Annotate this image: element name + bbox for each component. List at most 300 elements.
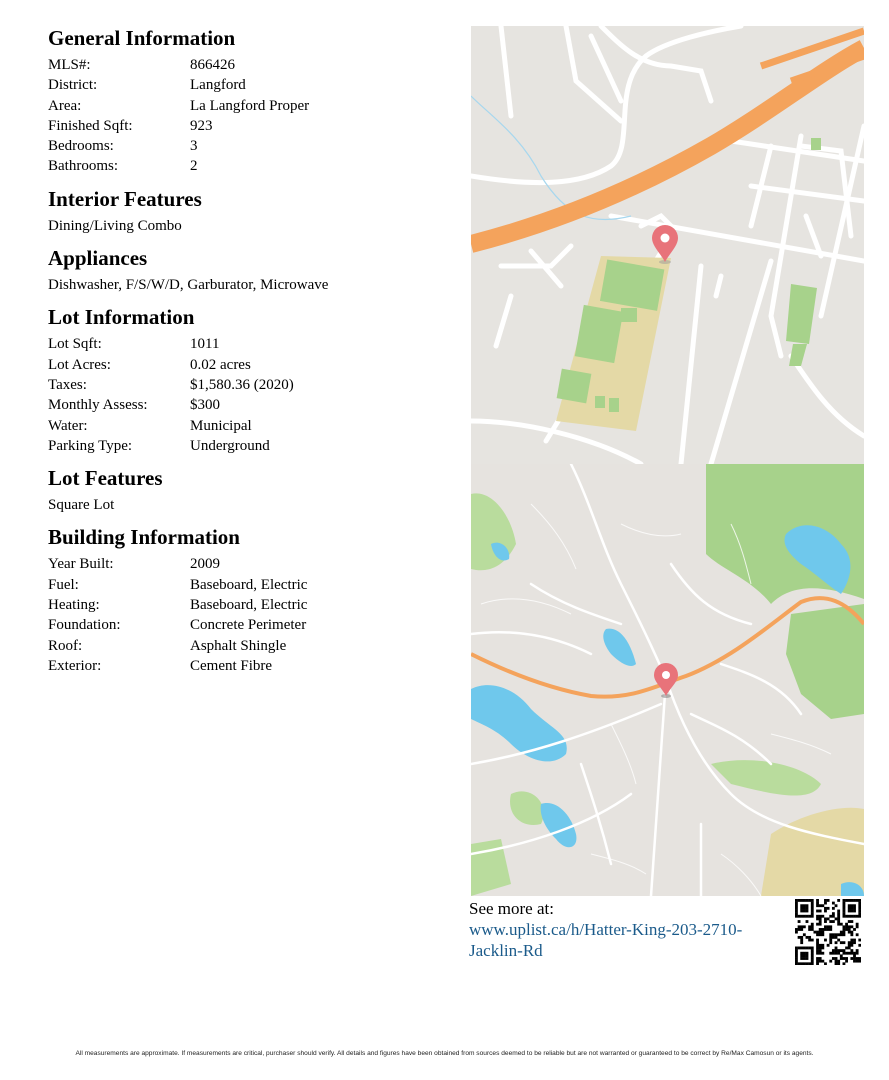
qr-module bbox=[840, 923, 843, 926]
qr-module bbox=[858, 904, 861, 907]
qr-module bbox=[819, 910, 822, 913]
qr-module bbox=[811, 962, 814, 965]
qr-module bbox=[795, 912, 798, 915]
qr-module bbox=[824, 917, 827, 920]
qr-module bbox=[837, 949, 840, 952]
qr-module bbox=[806, 904, 809, 907]
listing-url-line-2[interactable]: Jacklin-Rd bbox=[469, 941, 543, 960]
detail-row-mls bbox=[48, 55, 448, 75]
qr-module bbox=[800, 962, 803, 965]
qr-module bbox=[819, 933, 822, 936]
qr-module bbox=[850, 925, 853, 928]
qr-module bbox=[819, 904, 822, 907]
detail-row-finished-sqft bbox=[48, 116, 448, 136]
qr-module bbox=[853, 957, 856, 960]
qr-module bbox=[837, 952, 840, 955]
qr-module bbox=[808, 947, 811, 950]
detail-row-roof bbox=[48, 636, 448, 656]
qr-module bbox=[832, 933, 835, 936]
detail-value: 2009 bbox=[190, 556, 220, 573]
qr-module bbox=[832, 936, 835, 939]
qr-module bbox=[850, 899, 853, 902]
qr-module bbox=[843, 928, 846, 931]
qr-module bbox=[832, 912, 835, 915]
street-map bbox=[471, 26, 864, 464]
qr-module bbox=[840, 931, 843, 934]
detail-value: Underground bbox=[190, 437, 270, 454]
qr-module bbox=[845, 925, 848, 928]
qr-module bbox=[843, 915, 846, 918]
detail-value: Langford bbox=[190, 77, 246, 94]
qr-module bbox=[827, 907, 830, 910]
qr-module bbox=[816, 941, 819, 944]
qr-module bbox=[832, 920, 835, 923]
detail-label: Bedrooms: bbox=[48, 138, 114, 155]
qr-module bbox=[821, 931, 824, 934]
qr-module bbox=[829, 939, 832, 942]
qr-module bbox=[848, 931, 851, 934]
qr-module bbox=[858, 912, 861, 915]
detail-label: Bathrooms: bbox=[48, 158, 118, 175]
qr-module bbox=[811, 925, 814, 928]
qr-module bbox=[858, 944, 861, 947]
qr-module bbox=[816, 960, 819, 963]
qr-module bbox=[819, 947, 822, 950]
qr-module bbox=[829, 925, 832, 928]
qr-module bbox=[816, 949, 819, 952]
lot-features-section bbox=[48, 464, 448, 515]
detail-row-water bbox=[48, 416, 448, 436]
qr-module bbox=[829, 933, 832, 936]
property-details bbox=[48, 24, 448, 684]
qr-module bbox=[795, 931, 798, 934]
qr-module bbox=[798, 936, 801, 939]
qr-module bbox=[800, 904, 803, 907]
detail-label: Parking Type: bbox=[48, 437, 133, 454]
qr-module bbox=[824, 899, 827, 902]
qr-module bbox=[798, 947, 801, 950]
qr-module bbox=[835, 962, 838, 965]
qr-module bbox=[832, 902, 835, 905]
qr-module bbox=[835, 941, 838, 944]
qr-module bbox=[806, 907, 809, 910]
qr-module bbox=[832, 952, 835, 955]
qr-module bbox=[816, 915, 819, 918]
qr-module bbox=[858, 960, 861, 963]
qr-module bbox=[832, 957, 835, 960]
area-map bbox=[471, 464, 864, 896]
qr-module bbox=[795, 962, 798, 965]
detail-row-bedrooms bbox=[48, 136, 448, 156]
qr-module bbox=[811, 949, 814, 952]
qr-module bbox=[827, 944, 830, 947]
disclaimer-footer: All measurements are approximate. If measurements are critical, purchaser should verify. All details and figures have been obtained from sources deemed to be reliable but are not warranted or guaranteed to be correct by Re/Max Camosun or its agents. bbox=[75, 1050, 814, 1057]
qr-module bbox=[837, 962, 840, 965]
qr-module bbox=[850, 907, 853, 910]
qr-module bbox=[821, 904, 824, 907]
qr-module bbox=[858, 899, 861, 902]
qr-module bbox=[856, 915, 859, 918]
detail-value: Municipal bbox=[190, 417, 252, 434]
qr-module bbox=[848, 925, 851, 928]
qr-module bbox=[811, 902, 814, 905]
qr-module bbox=[843, 899, 846, 902]
qr-module bbox=[843, 952, 846, 955]
qr-module bbox=[835, 947, 838, 950]
qr-module bbox=[848, 904, 851, 907]
qr-module bbox=[843, 949, 846, 952]
qr-module bbox=[795, 952, 798, 955]
qr-module bbox=[829, 928, 832, 931]
qr-module bbox=[803, 947, 806, 950]
qr-module bbox=[827, 925, 830, 928]
detail-value: $300 bbox=[190, 397, 220, 414]
detail-value: 3 bbox=[190, 138, 198, 155]
qr-module bbox=[837, 917, 840, 920]
qr-module bbox=[827, 899, 830, 902]
qr-module bbox=[816, 902, 819, 905]
qr-module bbox=[824, 939, 827, 942]
qr-module bbox=[835, 952, 838, 955]
qr-module bbox=[824, 962, 827, 965]
qr-module bbox=[806, 915, 809, 918]
qr-module bbox=[845, 923, 848, 926]
qr-module bbox=[837, 933, 840, 936]
qr-module bbox=[850, 933, 853, 936]
listing-url-line-1[interactable]: www.uplist.ca/h/Hatter-King-203-2710- bbox=[469, 920, 743, 939]
qr-module bbox=[795, 915, 798, 918]
qr-module bbox=[845, 899, 848, 902]
qr-module bbox=[835, 949, 838, 952]
qr-module bbox=[806, 962, 809, 965]
qr-module bbox=[800, 910, 803, 913]
building-information-section bbox=[48, 523, 448, 676]
qr-module bbox=[858, 907, 861, 910]
building-information-title: Building Information bbox=[48, 525, 240, 550]
qr-module bbox=[848, 910, 851, 913]
qr-module bbox=[840, 957, 843, 960]
qr-module bbox=[816, 910, 819, 913]
qr-module bbox=[824, 920, 827, 923]
qr-module bbox=[829, 920, 832, 923]
qr-module bbox=[856, 960, 859, 963]
qr-module bbox=[819, 928, 822, 931]
lot-information-title: Lot Information bbox=[48, 305, 195, 330]
qr-module bbox=[840, 949, 843, 952]
see-more-block bbox=[469, 898, 779, 961]
detail-row-bathrooms bbox=[48, 156, 448, 176]
qr-module bbox=[848, 952, 851, 955]
qr-module bbox=[795, 928, 798, 931]
qr-module bbox=[856, 949, 859, 952]
qr-module bbox=[850, 920, 853, 923]
detail-label: Taxes: bbox=[48, 376, 87, 393]
qr-module bbox=[840, 954, 843, 957]
qr-module bbox=[803, 915, 806, 918]
qr-module bbox=[795, 960, 798, 963]
qr-module bbox=[811, 904, 814, 907]
detail-label: Fuel: bbox=[48, 576, 79, 593]
qr-module bbox=[853, 928, 856, 931]
detail-label: Area: bbox=[48, 97, 82, 114]
detail-label: Lot Sqft: bbox=[48, 336, 102, 353]
listing-url-link[interactable] bbox=[469, 919, 779, 961]
street-map-graphic bbox=[471, 26, 864, 464]
interior-features-text: Dining/Living Combo bbox=[48, 217, 182, 234]
qr-module bbox=[798, 928, 801, 931]
qr-module bbox=[850, 915, 853, 918]
qr-module bbox=[800, 925, 803, 928]
qr-module bbox=[808, 928, 811, 931]
qr-module bbox=[858, 915, 861, 918]
qr-module bbox=[832, 949, 835, 952]
qr-module bbox=[837, 920, 840, 923]
qr-module bbox=[829, 952, 832, 955]
qr-module bbox=[811, 923, 814, 926]
qr-module bbox=[824, 925, 827, 928]
qr-module bbox=[832, 915, 835, 918]
qr-module bbox=[798, 920, 801, 923]
qr-module bbox=[795, 907, 798, 910]
qr-module bbox=[827, 928, 830, 931]
qr-module bbox=[848, 920, 851, 923]
qr-module bbox=[816, 952, 819, 955]
qr-module bbox=[832, 907, 835, 910]
qr-module bbox=[821, 947, 824, 950]
qr-module bbox=[843, 931, 846, 934]
qr-module bbox=[819, 957, 822, 960]
qr-module bbox=[824, 910, 827, 913]
qr-module bbox=[850, 944, 853, 947]
qr-module bbox=[819, 915, 822, 918]
qr-module bbox=[827, 917, 830, 920]
qr-module bbox=[845, 957, 848, 960]
detail-row-parking-type bbox=[48, 436, 448, 456]
qr-module bbox=[835, 957, 838, 960]
qr-module bbox=[837, 939, 840, 942]
qr-module bbox=[835, 936, 838, 939]
qr-module bbox=[819, 952, 822, 955]
qr-module bbox=[858, 902, 861, 905]
qr-module bbox=[808, 939, 811, 942]
qr-module bbox=[848, 947, 851, 950]
detail-value: 923 bbox=[190, 117, 213, 134]
qr-module bbox=[803, 899, 806, 902]
qr-module bbox=[806, 957, 809, 960]
qr-module bbox=[800, 957, 803, 960]
detail-label: Roof: bbox=[48, 637, 83, 654]
qr-module bbox=[848, 907, 851, 910]
qr-module bbox=[856, 899, 859, 902]
detail-value: 866426 bbox=[190, 57, 235, 73]
qr-module bbox=[803, 925, 806, 928]
qr-module bbox=[843, 925, 846, 928]
qr-module bbox=[821, 933, 824, 936]
qr-module bbox=[850, 952, 853, 955]
qr-module bbox=[850, 957, 853, 960]
qr-module bbox=[835, 960, 838, 963]
detail-label: Lot Acres: bbox=[48, 356, 111, 373]
qr-module bbox=[837, 910, 840, 913]
qr-module bbox=[821, 915, 824, 918]
qr-module bbox=[856, 933, 859, 936]
qr-module bbox=[795, 902, 798, 905]
qr-module bbox=[853, 904, 856, 907]
qr-module bbox=[795, 954, 798, 957]
qr-module bbox=[806, 954, 809, 957]
detail-label: Exterior: bbox=[48, 657, 102, 674]
qr-module bbox=[811, 899, 814, 902]
qr-module bbox=[819, 944, 822, 947]
qr-module bbox=[816, 923, 819, 926]
detail-row-heating bbox=[48, 595, 448, 615]
qr-module bbox=[850, 939, 853, 942]
qr-module bbox=[837, 960, 840, 963]
qr-module bbox=[816, 917, 819, 920]
interior-features-section bbox=[48, 185, 448, 236]
qr-module bbox=[819, 931, 822, 934]
qr-module bbox=[850, 910, 853, 913]
lot-information-section bbox=[48, 303, 448, 456]
qr-module bbox=[808, 936, 811, 939]
detail-label: Monthly Assess: bbox=[48, 397, 148, 414]
detail-row-area bbox=[48, 96, 448, 116]
qr-module bbox=[816, 944, 819, 947]
qr-module bbox=[811, 947, 814, 950]
qr-module bbox=[813, 931, 816, 934]
qr-module bbox=[853, 899, 856, 902]
qr-module bbox=[808, 925, 811, 928]
qr-module bbox=[816, 904, 819, 907]
qr-module bbox=[848, 928, 851, 931]
qr-module bbox=[800, 939, 803, 942]
qr-module bbox=[800, 915, 803, 918]
qr-module bbox=[816, 931, 819, 934]
qr-module bbox=[829, 960, 832, 963]
qr-code-icon bbox=[795, 899, 861, 965]
detail-value: La Langford Proper bbox=[190, 97, 310, 114]
qr-module bbox=[853, 915, 856, 918]
detail-label: MLS#: bbox=[48, 57, 91, 73]
qr-module bbox=[853, 939, 856, 942]
qr-module bbox=[845, 928, 848, 931]
qr-module bbox=[803, 954, 806, 957]
appliances-title: Appliances bbox=[48, 246, 148, 271]
qr-module bbox=[843, 912, 846, 915]
detail-row-exterior bbox=[48, 656, 448, 676]
qr-module bbox=[835, 917, 838, 920]
detail-value: 0.02 acres bbox=[190, 356, 251, 373]
qr-module bbox=[808, 962, 811, 965]
qr-module bbox=[850, 941, 853, 944]
qr-module bbox=[816, 962, 819, 965]
detail-row-monthly-assess bbox=[48, 395, 448, 415]
qr-module bbox=[811, 957, 814, 960]
qr-module bbox=[845, 960, 848, 963]
qr-module bbox=[806, 910, 809, 913]
qr-module bbox=[835, 904, 838, 907]
qr-module bbox=[821, 928, 824, 931]
detail-value: Asphalt Shingle bbox=[190, 637, 287, 654]
qr-module bbox=[850, 904, 853, 907]
qr-module bbox=[795, 904, 798, 907]
qr-module bbox=[843, 957, 846, 960]
qr-module bbox=[803, 907, 806, 910]
qr-module bbox=[800, 941, 803, 944]
appliances-section bbox=[48, 244, 448, 295]
qr-module bbox=[811, 954, 814, 957]
detail-row-taxes bbox=[48, 375, 448, 395]
detail-value: Baseboard, Electric bbox=[190, 597, 308, 614]
qr-module bbox=[806, 952, 809, 955]
qr-module bbox=[808, 915, 811, 918]
qr-module bbox=[835, 933, 838, 936]
qr-module bbox=[837, 915, 840, 918]
qr-module bbox=[821, 960, 824, 963]
qr-module bbox=[840, 933, 843, 936]
qr-module bbox=[795, 899, 798, 902]
qr-module bbox=[848, 941, 851, 944]
detail-value: $1,580.36 (2020) bbox=[190, 376, 294, 393]
qr-module bbox=[816, 947, 819, 950]
detail-value: 1011 bbox=[190, 336, 220, 353]
qr-module bbox=[845, 952, 848, 955]
qr-module bbox=[798, 915, 801, 918]
qr-module bbox=[837, 899, 840, 902]
qr-module bbox=[816, 933, 819, 936]
area-map-graphic bbox=[471, 464, 864, 896]
qr-module bbox=[798, 899, 801, 902]
qr-module bbox=[829, 915, 832, 918]
detail-label: District: bbox=[48, 77, 98, 94]
qr-module bbox=[811, 912, 814, 915]
qr-module bbox=[821, 944, 824, 947]
qr-module bbox=[811, 907, 814, 910]
qr-module bbox=[811, 939, 814, 942]
qr-module bbox=[848, 899, 851, 902]
qr-module bbox=[798, 925, 801, 928]
qr-module bbox=[829, 936, 832, 939]
see-more-label: See more at: bbox=[469, 899, 554, 918]
qr-module bbox=[795, 957, 798, 960]
qr-module bbox=[803, 933, 806, 936]
qr-module bbox=[806, 920, 809, 923]
qr-module bbox=[803, 904, 806, 907]
general-information-section bbox=[48, 24, 448, 177]
qr-module bbox=[856, 923, 859, 926]
qr-module bbox=[803, 910, 806, 913]
detail-row-lot-sqft bbox=[48, 334, 448, 354]
qr-module bbox=[803, 952, 806, 955]
qr-module bbox=[800, 907, 803, 910]
qr-module bbox=[824, 928, 827, 931]
detail-value: Baseboard, Electric bbox=[190, 576, 308, 593]
detail-row-district bbox=[48, 75, 448, 95]
qr-module bbox=[848, 944, 851, 947]
qr-module bbox=[843, 904, 846, 907]
qr-module bbox=[837, 923, 840, 926]
qr-module bbox=[806, 936, 809, 939]
qr-module bbox=[843, 902, 846, 905]
qr-module bbox=[800, 899, 803, 902]
qr-module bbox=[806, 947, 809, 950]
qr-module bbox=[858, 939, 861, 942]
qr-module bbox=[806, 899, 809, 902]
qr-module bbox=[816, 939, 819, 942]
qr-module bbox=[824, 907, 827, 910]
general-information-title: General Information bbox=[48, 26, 236, 50]
qr-module bbox=[808, 899, 811, 902]
